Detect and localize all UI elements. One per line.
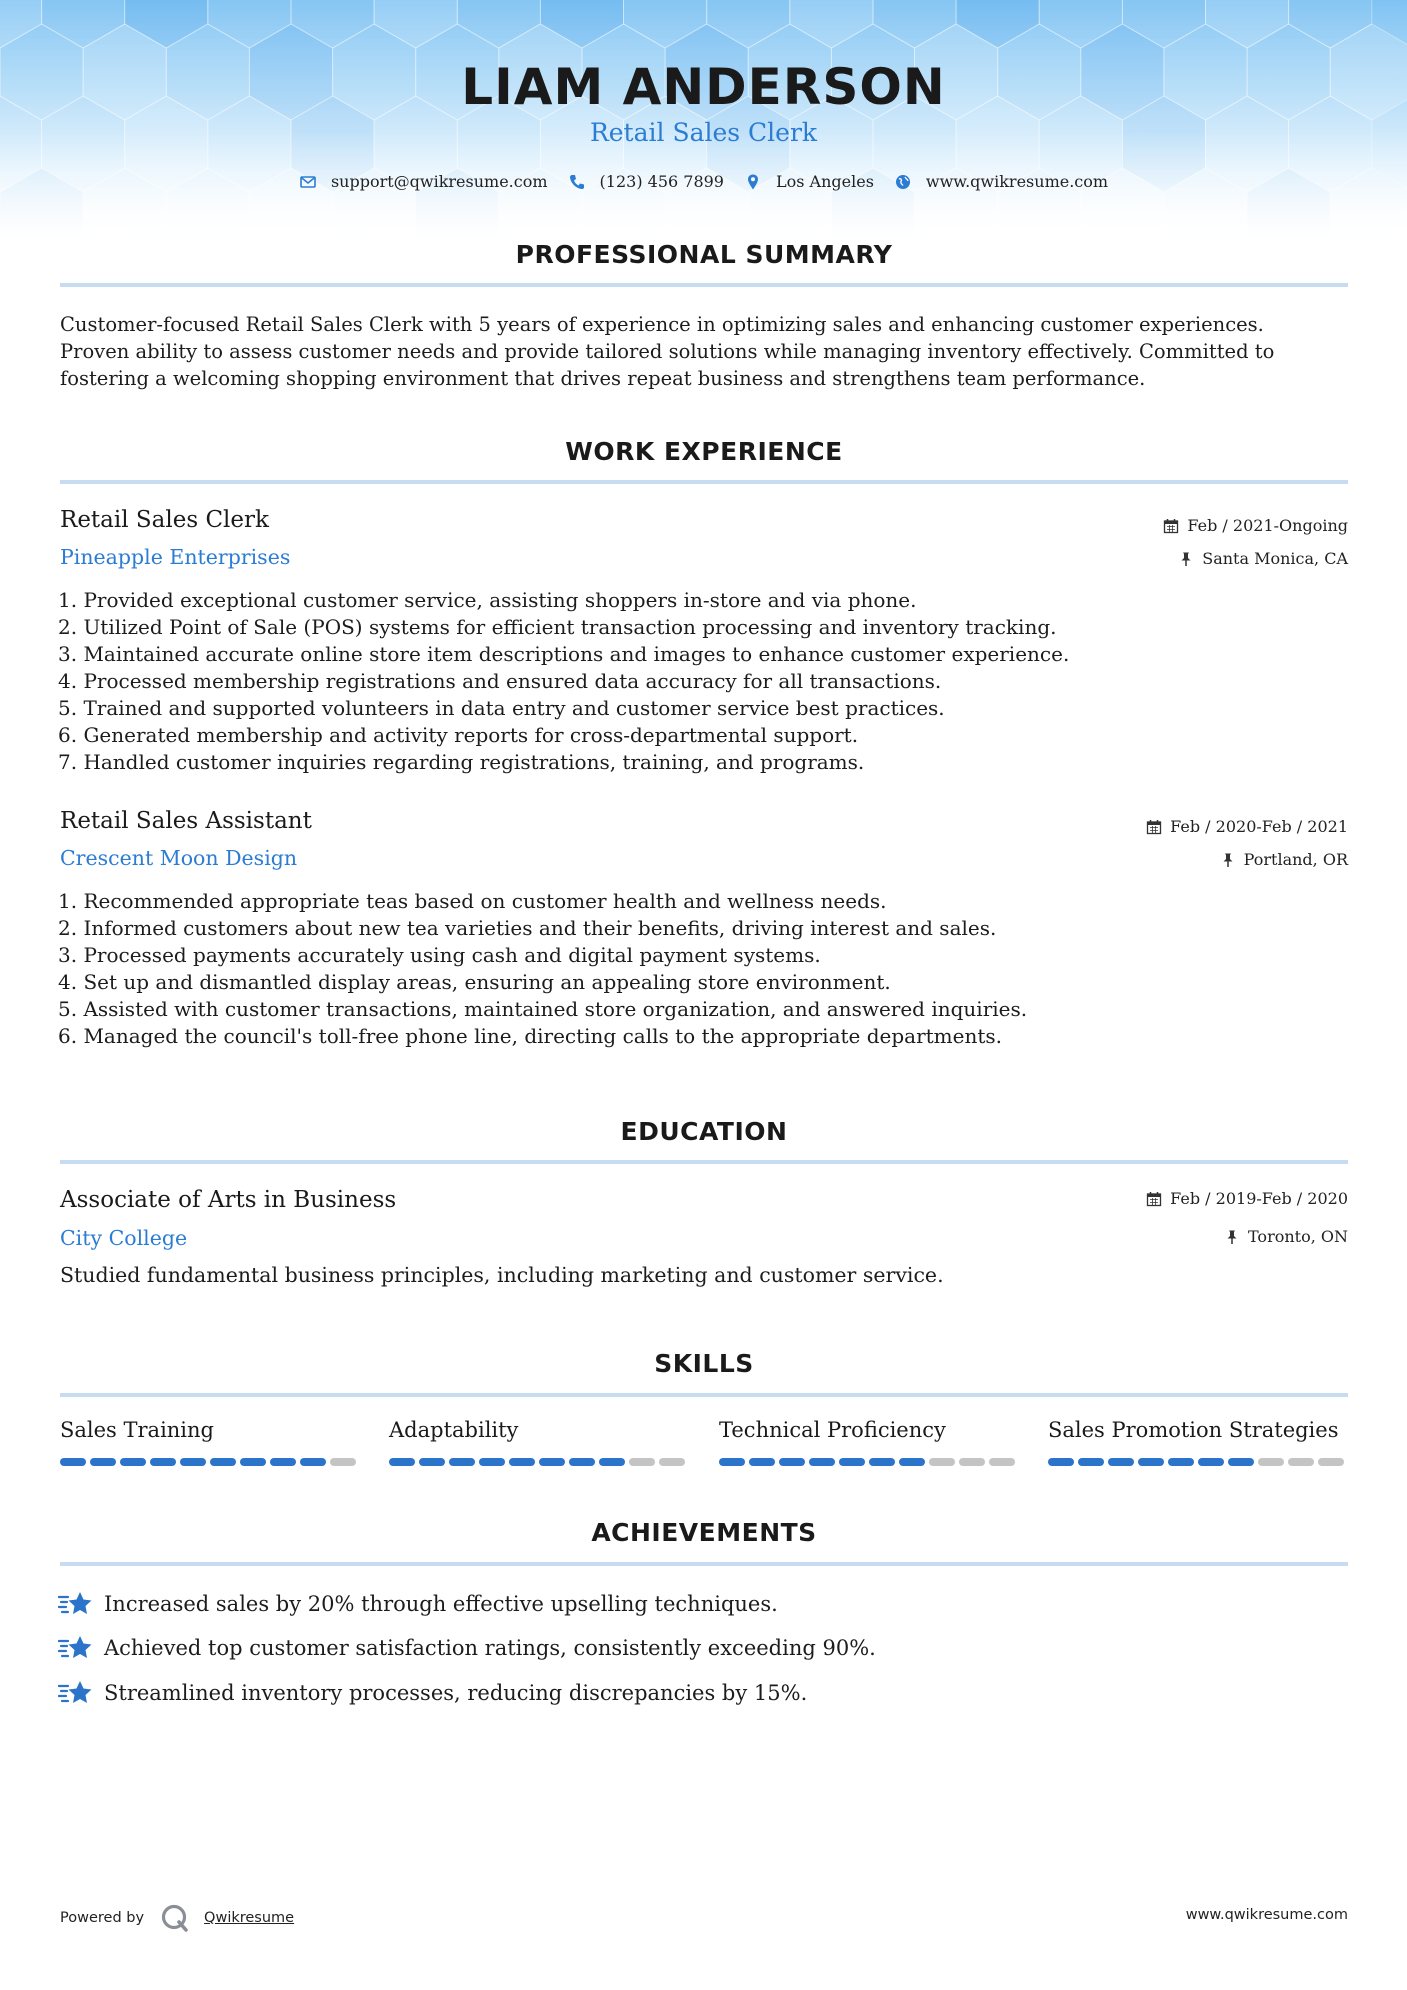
skill-segment-filled — [539, 1458, 565, 1466]
skill-segment-filled — [419, 1458, 445, 1466]
skill-segment-filled — [569, 1458, 595, 1466]
candidate-name: LIAM ANDERSON — [461, 58, 946, 116]
skill-segment-filled — [839, 1458, 865, 1466]
skill-segment-filled — [60, 1458, 86, 1466]
list-item: 1. Provided exceptional customer service, assisting shoppers in-store and via phone. — [58, 588, 917, 612]
skill-segment-filled — [180, 1458, 206, 1466]
pin-icon — [1178, 551, 1194, 567]
skill-segment-empty — [330, 1458, 356, 1466]
section-divider — [60, 1160, 1348, 1164]
job-role: Retail Sales Clerk — [60, 507, 269, 533]
skill-segment-filled — [899, 1458, 925, 1466]
skill-level-bar — [60, 1458, 360, 1466]
calendar-icon — [1146, 819, 1162, 835]
skill-segment-empty — [1288, 1458, 1314, 1466]
skill-segment-filled — [300, 1458, 326, 1466]
skill-segment-filled — [240, 1458, 266, 1466]
achievement-item — [58, 1678, 807, 1708]
contact-location-text: Los Angeles — [775, 172, 874, 191]
list-item: 4. Processed membership registrations and ensured data accuracy for all transactions. — [58, 669, 942, 693]
skill-segment-filled — [1138, 1458, 1164, 1466]
list-item: 3. Processed payments accurately using cash and digital payment systems. — [58, 943, 821, 967]
achievement-text: Achieved top customer satisfaction ratings, consistently exceeding 90%. — [104, 1636, 876, 1660]
skill-segment-filled — [509, 1458, 535, 1466]
skill-item — [1048, 1418, 1348, 1466]
education-description: Studied fundamental business principles, including marketing and customer service. — [60, 1263, 944, 1287]
skill-name: Technical Proficiency — [719, 1418, 946, 1442]
section-divider — [60, 283, 1348, 287]
skill-name: Sales Promotion Strategies — [1048, 1418, 1339, 1442]
list-item: 4. Set up and dismantled display areas, ensuring an appealing store environment. — [58, 970, 891, 994]
skill-item — [389, 1418, 689, 1466]
skill-name: Adaptability — [389, 1418, 519, 1442]
calendar-icon — [1163, 518, 1179, 534]
job-location-text: Portland, OR — [1243, 850, 1348, 869]
qwikresume-logo-icon — [160, 1903, 190, 1933]
contact-phone-text: (123) 456 7899 — [599, 172, 724, 191]
job-location-text: Santa Monica, CA — [1202, 549, 1348, 568]
skill-item — [60, 1418, 360, 1466]
skill-level-bar — [719, 1458, 1019, 1466]
skill-item — [719, 1418, 1019, 1466]
phone-icon — [568, 173, 586, 191]
job-company: Pineapple Enterprises — [60, 545, 291, 569]
skill-segment-filled — [809, 1458, 835, 1466]
brand-link[interactable]: Qwikresume — [204, 1910, 295, 1926]
globe-icon — [894, 173, 912, 191]
skill-segment-empty — [989, 1458, 1015, 1466]
skill-segment-filled — [1168, 1458, 1194, 1466]
star-icon — [58, 1589, 94, 1619]
skill-segment-empty — [959, 1458, 985, 1466]
job-dates-text: Feb / 2021-Ongoing — [1187, 516, 1348, 535]
skill-segment-filled — [479, 1458, 505, 1466]
skill-segment-filled — [1048, 1458, 1074, 1466]
achievement-text: Streamlined inventory processes, reducing discrepancies by 15%. — [104, 1681, 808, 1705]
job-location — [1220, 850, 1348, 869]
job-dates — [1163, 516, 1348, 535]
education-degree: Associate of Arts in Business — [60, 1187, 397, 1213]
section-divider — [60, 1562, 1348, 1566]
job-bullets — [58, 888, 1308, 1050]
skill-segment-filled — [1228, 1458, 1254, 1466]
skill-segment-empty — [1258, 1458, 1284, 1466]
summary-line: fostering a welcoming shopping environment that drives repeat business and strengthens team performance. — [60, 367, 1146, 390]
list-item: 5. Assisted with customer transactions, maintained store organization, and answered inquiries. — [58, 997, 1028, 1021]
section-title-experience: WORK EXPERIENCE — [565, 437, 843, 466]
candidate-title: Retail Sales Clerk — [589, 118, 818, 147]
job-company: Crescent Moon Design — [60, 846, 298, 870]
skill-segment-filled — [719, 1458, 745, 1466]
achievement-text: Increased sales by 20% through effective upselling techniques. — [104, 1592, 778, 1616]
star-icon — [58, 1678, 94, 1708]
skill-segment-filled — [210, 1458, 236, 1466]
contact-email[interactable] — [299, 172, 548, 191]
job-bullets — [58, 587, 1308, 776]
skill-segment-filled — [1108, 1458, 1134, 1466]
footer-powered-by — [60, 1903, 294, 1933]
skill-segment-empty — [629, 1458, 655, 1466]
section-title-education: EDUCATION — [620, 1117, 788, 1146]
skill-segment-empty — [929, 1458, 955, 1466]
skill-segment-filled — [150, 1458, 176, 1466]
education-dates-text: Feb / 2019-Feb / 2020 — [1170, 1189, 1348, 1208]
list-item: 2. Informed customers about new tea varieties and their benefits, driving interest and sales. — [58, 916, 997, 940]
list-item: 3. Maintained accurate online store item descriptions and images to enhance customer experience. — [58, 642, 1070, 666]
contact-website[interactable] — [894, 172, 1108, 191]
calendar-icon — [1146, 1191, 1162, 1207]
list-item: 7. Handled customer inquiries regarding registrations, training, and programs. — [58, 750, 865, 774]
section-title-achievements: ACHIEVEMENTS — [591, 1518, 817, 1547]
skill-segment-filled — [1078, 1458, 1104, 1466]
skill-segment-filled — [389, 1458, 415, 1466]
list-item: 1. Recommended appropriate teas based on customer health and wellness needs. — [58, 889, 887, 913]
skill-level-bar — [1048, 1458, 1348, 1466]
achievement-item — [58, 1633, 876, 1663]
job-dates-text: Feb / 2020-Feb / 2021 — [1170, 817, 1348, 836]
skill-segment-filled — [599, 1458, 625, 1466]
skill-segment-filled — [120, 1458, 146, 1466]
contact-bar — [0, 172, 1407, 191]
skill-segment-empty — [659, 1458, 685, 1466]
skill-segment-filled — [1198, 1458, 1224, 1466]
summary-line: Customer-focused Retail Sales Clerk with 5 years of experience in optimizing sales and enhancing customer experiences. — [60, 313, 1264, 336]
skill-segment-filled — [270, 1458, 296, 1466]
list-item: 6. Managed the council's toll-free phone line, directing calls to the appropriate departments. — [58, 1024, 1003, 1048]
skill-segment-filled — [90, 1458, 116, 1466]
section-title-summary: PROFESSIONAL SUMMARY — [515, 240, 893, 269]
job-role: Retail Sales Assistant — [60, 808, 312, 834]
summary-text — [60, 311, 1350, 392]
section-divider — [60, 480, 1348, 484]
list-item: 6. Generated membership and activity reports for cross-departmental support. — [58, 723, 859, 747]
contact-email-text: support@qwikresume.com — [330, 172, 548, 191]
pin-icon — [1224, 1229, 1240, 1245]
contact-location — [744, 172, 874, 191]
pin-icon — [1220, 852, 1236, 868]
skill-segment-filled — [749, 1458, 775, 1466]
achievement-item — [58, 1589, 778, 1619]
star-icon — [58, 1633, 94, 1663]
job-dates — [1146, 817, 1348, 836]
skill-segment-empty — [1318, 1458, 1344, 1466]
envelope-icon — [299, 173, 317, 191]
powered-by-label: Powered by — [60, 1910, 145, 1926]
list-item: 2. Utilized Point of Sale (POS) systems for efficient transaction processing and inventory tracking. — [58, 615, 1057, 639]
footer-website[interactable]: www.qwikresume.com — [1185, 1907, 1348, 1923]
skill-segment-filled — [869, 1458, 895, 1466]
summary-line: Proven ability to assess customer needs and provide tailored solutions while managing inventory effectively. Committed to — [60, 340, 1275, 363]
job-location — [1178, 549, 1348, 568]
education-location-text: Toronto, ON — [1248, 1227, 1348, 1246]
map-marker-icon — [744, 173, 762, 191]
skill-segment-filled — [449, 1458, 475, 1466]
section-title-skills: SKILLS — [654, 1349, 754, 1378]
contact-phone[interactable] — [568, 172, 724, 191]
education-location — [1224, 1227, 1348, 1246]
skill-segment-filled — [779, 1458, 805, 1466]
education-school: City College — [60, 1226, 188, 1250]
skill-name: Sales Training — [60, 1418, 214, 1442]
skill-level-bar — [389, 1458, 689, 1466]
education-dates — [1146, 1189, 1348, 1208]
contact-website-text: www.qwikresume.com — [925, 172, 1109, 191]
section-divider — [60, 1393, 1348, 1397]
list-item: 5. Trained and supported volunteers in data entry and customer service best practices. — [58, 696, 945, 720]
